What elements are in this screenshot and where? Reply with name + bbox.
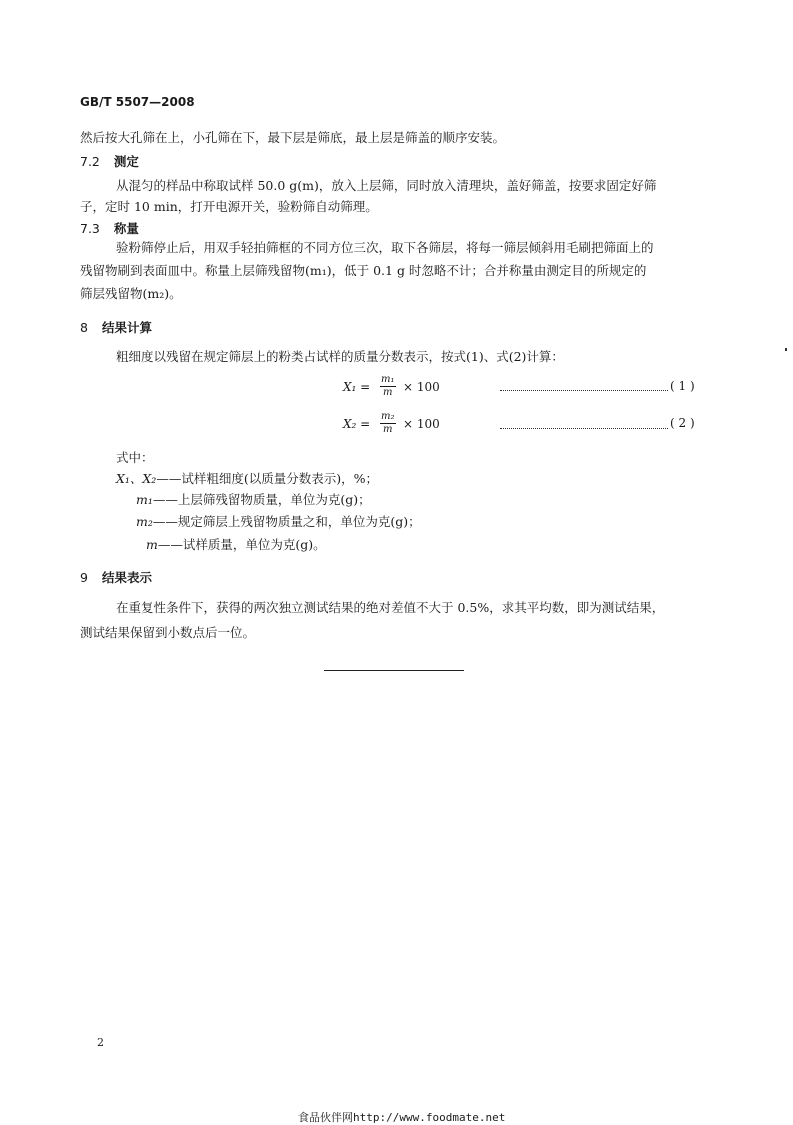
definition-text: 上层筛残留物质量，单位为克(g)； xyxy=(177,492,371,507)
formula-2 xyxy=(343,411,483,441)
section-title: 称量 xyxy=(113,221,139,236)
definition-text: 试样粗细度(以质量分数表示)，%； xyxy=(181,471,378,486)
section-9-heading xyxy=(80,570,152,586)
formula-1 xyxy=(343,374,483,404)
section-number: 7.2 xyxy=(80,154,100,169)
section-number: 8 xyxy=(80,320,88,335)
paragraph-line: 粗细度以残留在规定筛层上的粉类占试样的质量分数表示，按式(1)、式(2)计算： xyxy=(116,349,564,364)
paragraph-line: 测试结果保留到小数点后一位。 xyxy=(80,625,256,640)
section-number: 9 xyxy=(80,570,88,585)
definition-text: 试样质量，单位为克(g)。 xyxy=(182,537,326,552)
definition-symbol: X₁、X₂ xyxy=(116,471,157,486)
paragraph-line: 残留物刷到表面皿中。称量上层筛残留物(m₁)，低于 0.1 g 时忽略不计；合并称量由测定目的所规定的 xyxy=(80,263,647,278)
fraction-numerator: m₁ xyxy=(381,374,395,385)
definition-dash: —— xyxy=(156,471,182,486)
page-number: 2 xyxy=(97,1036,104,1049)
definition-row xyxy=(146,537,326,553)
formula-factor: × 100 xyxy=(403,417,440,431)
section-number: 7.3 xyxy=(80,221,100,236)
section-7-2-heading xyxy=(80,154,139,170)
footer-watermark xyxy=(298,1109,505,1125)
continuation-text: 然后按大孔筛在上，小孔筛在下，最下层是筛底，最上层是筛盖的顺序安装。 xyxy=(80,130,506,145)
leader-dots xyxy=(500,428,668,429)
fraction xyxy=(380,374,396,399)
definition-symbol: m xyxy=(146,537,158,552)
fraction-denominator: m xyxy=(383,424,393,435)
definition-symbol: m₂ xyxy=(136,514,153,529)
definition-row xyxy=(136,514,421,530)
section-title: 测定 xyxy=(113,154,139,169)
leader-dots xyxy=(500,390,668,391)
paragraph-line: 在重复性条件下，获得的两次独立测试结果的绝对差值不大于 0.5%，求其平均数，即为测试结果， xyxy=(116,600,665,615)
paragraph-line: 验粉筛停止后，用双手轻拍筛框的不同方位三次，取下各筛层，将每一筛层倾斜用毛刷把筛面上的 xyxy=(116,240,654,255)
definition-row xyxy=(136,492,371,508)
definition-symbol: m₁ xyxy=(136,492,153,507)
definition-dash: —— xyxy=(152,492,178,507)
section-title: 结果计算 xyxy=(101,320,152,335)
end-rule xyxy=(324,670,464,671)
definition-dash: —— xyxy=(157,537,183,552)
section-title: 结果表示 xyxy=(101,570,152,585)
equation-number: ( 2 ) xyxy=(670,416,695,430)
where-label: 式中： xyxy=(116,450,154,465)
formula-lhs: X₁ = xyxy=(343,380,371,394)
footer-url[interactable]: http://www.foodmate.net xyxy=(353,1111,506,1124)
paragraph-line: 筛层残留物(m₂)。 xyxy=(80,286,182,301)
formula-lhs: X₂ = xyxy=(343,417,371,431)
fraction xyxy=(380,411,396,436)
paragraph-line: 从混匀的样品中称取试样 50.0 g(m)，放入上层筛，同时放入清理块，盖好筛盖，按要求固定好筛 xyxy=(116,178,657,193)
fraction-denominator: m xyxy=(383,387,393,398)
definition-text: 规定筛层上残留物质量之和，单位为克(g)； xyxy=(177,514,421,529)
formula-factor: × 100 xyxy=(403,380,440,394)
scan-mark xyxy=(785,348,787,351)
definition-row xyxy=(116,471,378,487)
definition-dash: —— xyxy=(152,514,178,529)
paragraph-line: 子，定时 10 min，打开电源开关，验粉筛自动筛理。 xyxy=(80,199,378,214)
equation-number: ( 1 ) xyxy=(670,379,695,393)
section-7-3-heading xyxy=(80,221,139,237)
section-8-heading xyxy=(80,320,152,336)
fraction-numerator: m₂ xyxy=(381,411,395,422)
standard-code-header: GB/T 5507—2008 xyxy=(80,95,195,109)
footer-site-name: 食品伙伴网 xyxy=(298,1111,353,1124)
